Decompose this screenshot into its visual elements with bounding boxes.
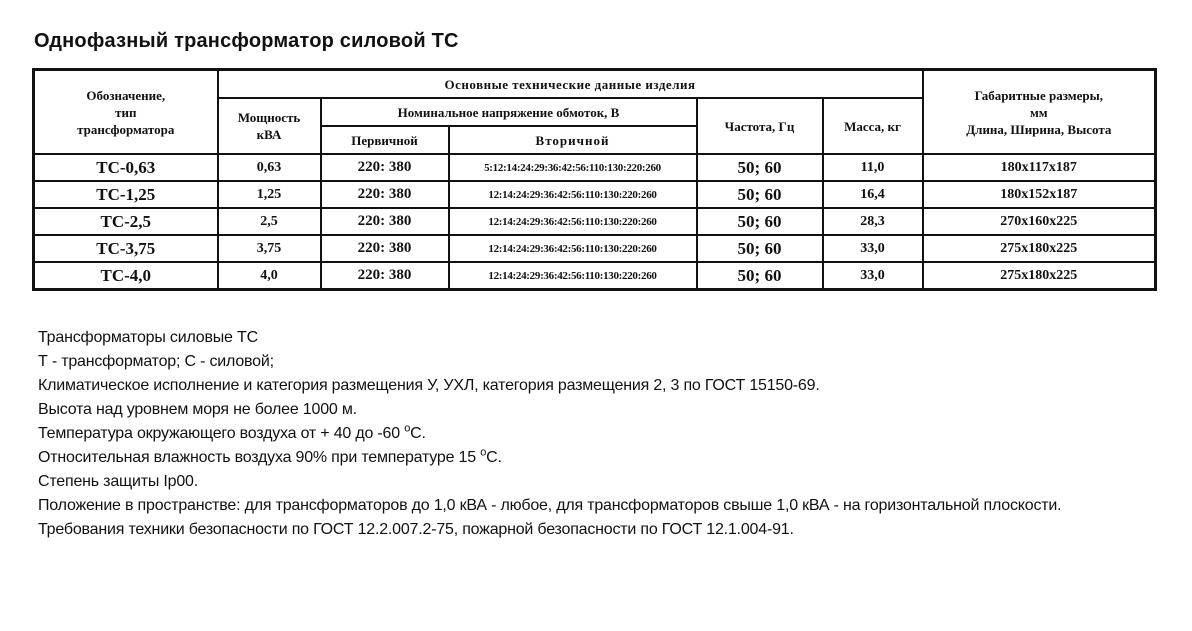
cell-frequency: 50; 60 (697, 181, 823, 208)
cell-secondary: 12:14:24:29:36:42:56:110:130:220:260 (449, 181, 697, 208)
cell-power: 4,0 (218, 262, 321, 290)
cell-mass: 33,0 (823, 262, 923, 290)
cell-power: 3,75 (218, 235, 321, 262)
note-line-position: Положение в пространстве: для трансформаторов до 1,0 кВА - любое, для трансформаторов свыше 1,0 кВА - на горизонтальной плоскости. (38, 497, 1062, 514)
header-primary: Первичной (321, 126, 449, 154)
header-power (218, 98, 321, 154)
cell-dims: 275х180х225 (923, 262, 1156, 290)
table-row (34, 208, 1156, 235)
cell-power: 0,63 (218, 154, 321, 181)
header-type-line1: Обозначение, (86, 87, 166, 103)
header-type-line3: трансформатора (77, 121, 175, 137)
header-secondary: Вторичной (449, 126, 697, 154)
cell-frequency: 50; 60 (697, 208, 823, 235)
cell-primary: 220: 380 (321, 262, 449, 290)
table-row (34, 154, 1156, 181)
header-dims-line3: Длина, Ширина, Высота (966, 121, 1112, 137)
cell-secondary: 5:12:14:24:29:36:42:56:110:130:220:260 (449, 154, 697, 181)
note-text: С. (410, 425, 426, 442)
cell-power: 2,5 (218, 208, 321, 235)
notes-block (38, 326, 1150, 542)
header-voltage-group: Номинальное напряжение обмоток, В (321, 98, 697, 126)
header-frequency: Частота, Гц (697, 98, 823, 154)
note-line-humidity (38, 446, 1150, 470)
table-row (34, 181, 1156, 208)
cell-power: 1,25 (218, 181, 321, 208)
header-main-group: Основные технические данные изделия (218, 70, 923, 99)
note-text: Относительная влажность воздуха 90% при температуре 15 (38, 449, 481, 466)
cell-type: ТС-2,5 (34, 208, 218, 235)
header-dims-line2: мм (1029, 104, 1048, 120)
cell-mass: 33,0 (823, 235, 923, 262)
cell-frequency: 50; 60 (697, 154, 823, 181)
cell-dims: 180х152х187 (923, 181, 1156, 208)
cell-primary: 220: 380 (321, 235, 449, 262)
note-line: Трансформаторы силовые ТС (38, 329, 258, 346)
note-line: Степень защиты Ip00. (38, 473, 198, 490)
cell-dims: 180х117х187 (923, 154, 1156, 181)
note-text: Температура окружающего воздуха от + 40 до -60 (38, 425, 405, 442)
table-row (34, 235, 1156, 262)
cell-secondary: 12:14:24:29:36:42:56:110:130:220:260 (449, 235, 697, 262)
cell-primary: 220: 380 (321, 181, 449, 208)
degree-sup: о (404, 422, 411, 435)
cell-type: ТС-4,0 (34, 262, 218, 290)
note-line: Требования техники безопасности по ГОСТ 12.2.007.2-75, пожарной безопасности по ГОСТ 12.1.004-91. (38, 521, 794, 538)
cell-primary: 220: 380 (321, 154, 449, 181)
cell-dims: 275х180х225 (923, 235, 1156, 262)
cell-secondary: 12:14:24:29:36:42:56:110:130:220:260 (449, 208, 697, 235)
note-line: Высота над уровнем моря не более 1000 м. (38, 401, 357, 418)
header-dims (923, 70, 1156, 155)
cell-mass: 16,4 (823, 181, 923, 208)
note-text: С. (486, 449, 502, 466)
cell-type: ТС-0,63 (34, 154, 218, 181)
note-line-temperature (38, 422, 1150, 446)
header-type (34, 70, 218, 155)
header-power-line1: Мощность (237, 110, 301, 125)
header-power-line2: кВА (256, 127, 282, 142)
cell-frequency: 50; 60 (697, 262, 823, 290)
cell-dims: 270х160х225 (923, 208, 1156, 235)
cell-mass: 28,3 (823, 208, 923, 235)
cell-secondary: 12:14:24:29:36:42:56:110:130:220:260 (449, 262, 697, 290)
cell-primary: 220: 380 (321, 208, 449, 235)
degree-sup: о (480, 446, 487, 459)
note-line: Т - трансформатор; С - силовой; (38, 353, 274, 370)
cell-mass: 11,0 (823, 154, 923, 181)
spec-table (32, 68, 1157, 291)
note-line: Климатическое исполнение и категория размещения У, УХЛ, категория размещения 2, 3 по ГОСТ 15150-69. (38, 377, 820, 394)
cell-type: ТС-3,75 (34, 235, 218, 262)
header-dims-line1: Габаритные размеры, (974, 87, 1103, 103)
cell-type: ТС-1,25 (34, 181, 218, 208)
cell-frequency: 50; 60 (697, 235, 823, 262)
header-type-line2: тип (115, 104, 137, 120)
header-mass: Масса, кг (823, 98, 923, 154)
page-title: Однофазный трансформатор силовой ТС (34, 30, 459, 52)
table-row (34, 262, 1156, 290)
